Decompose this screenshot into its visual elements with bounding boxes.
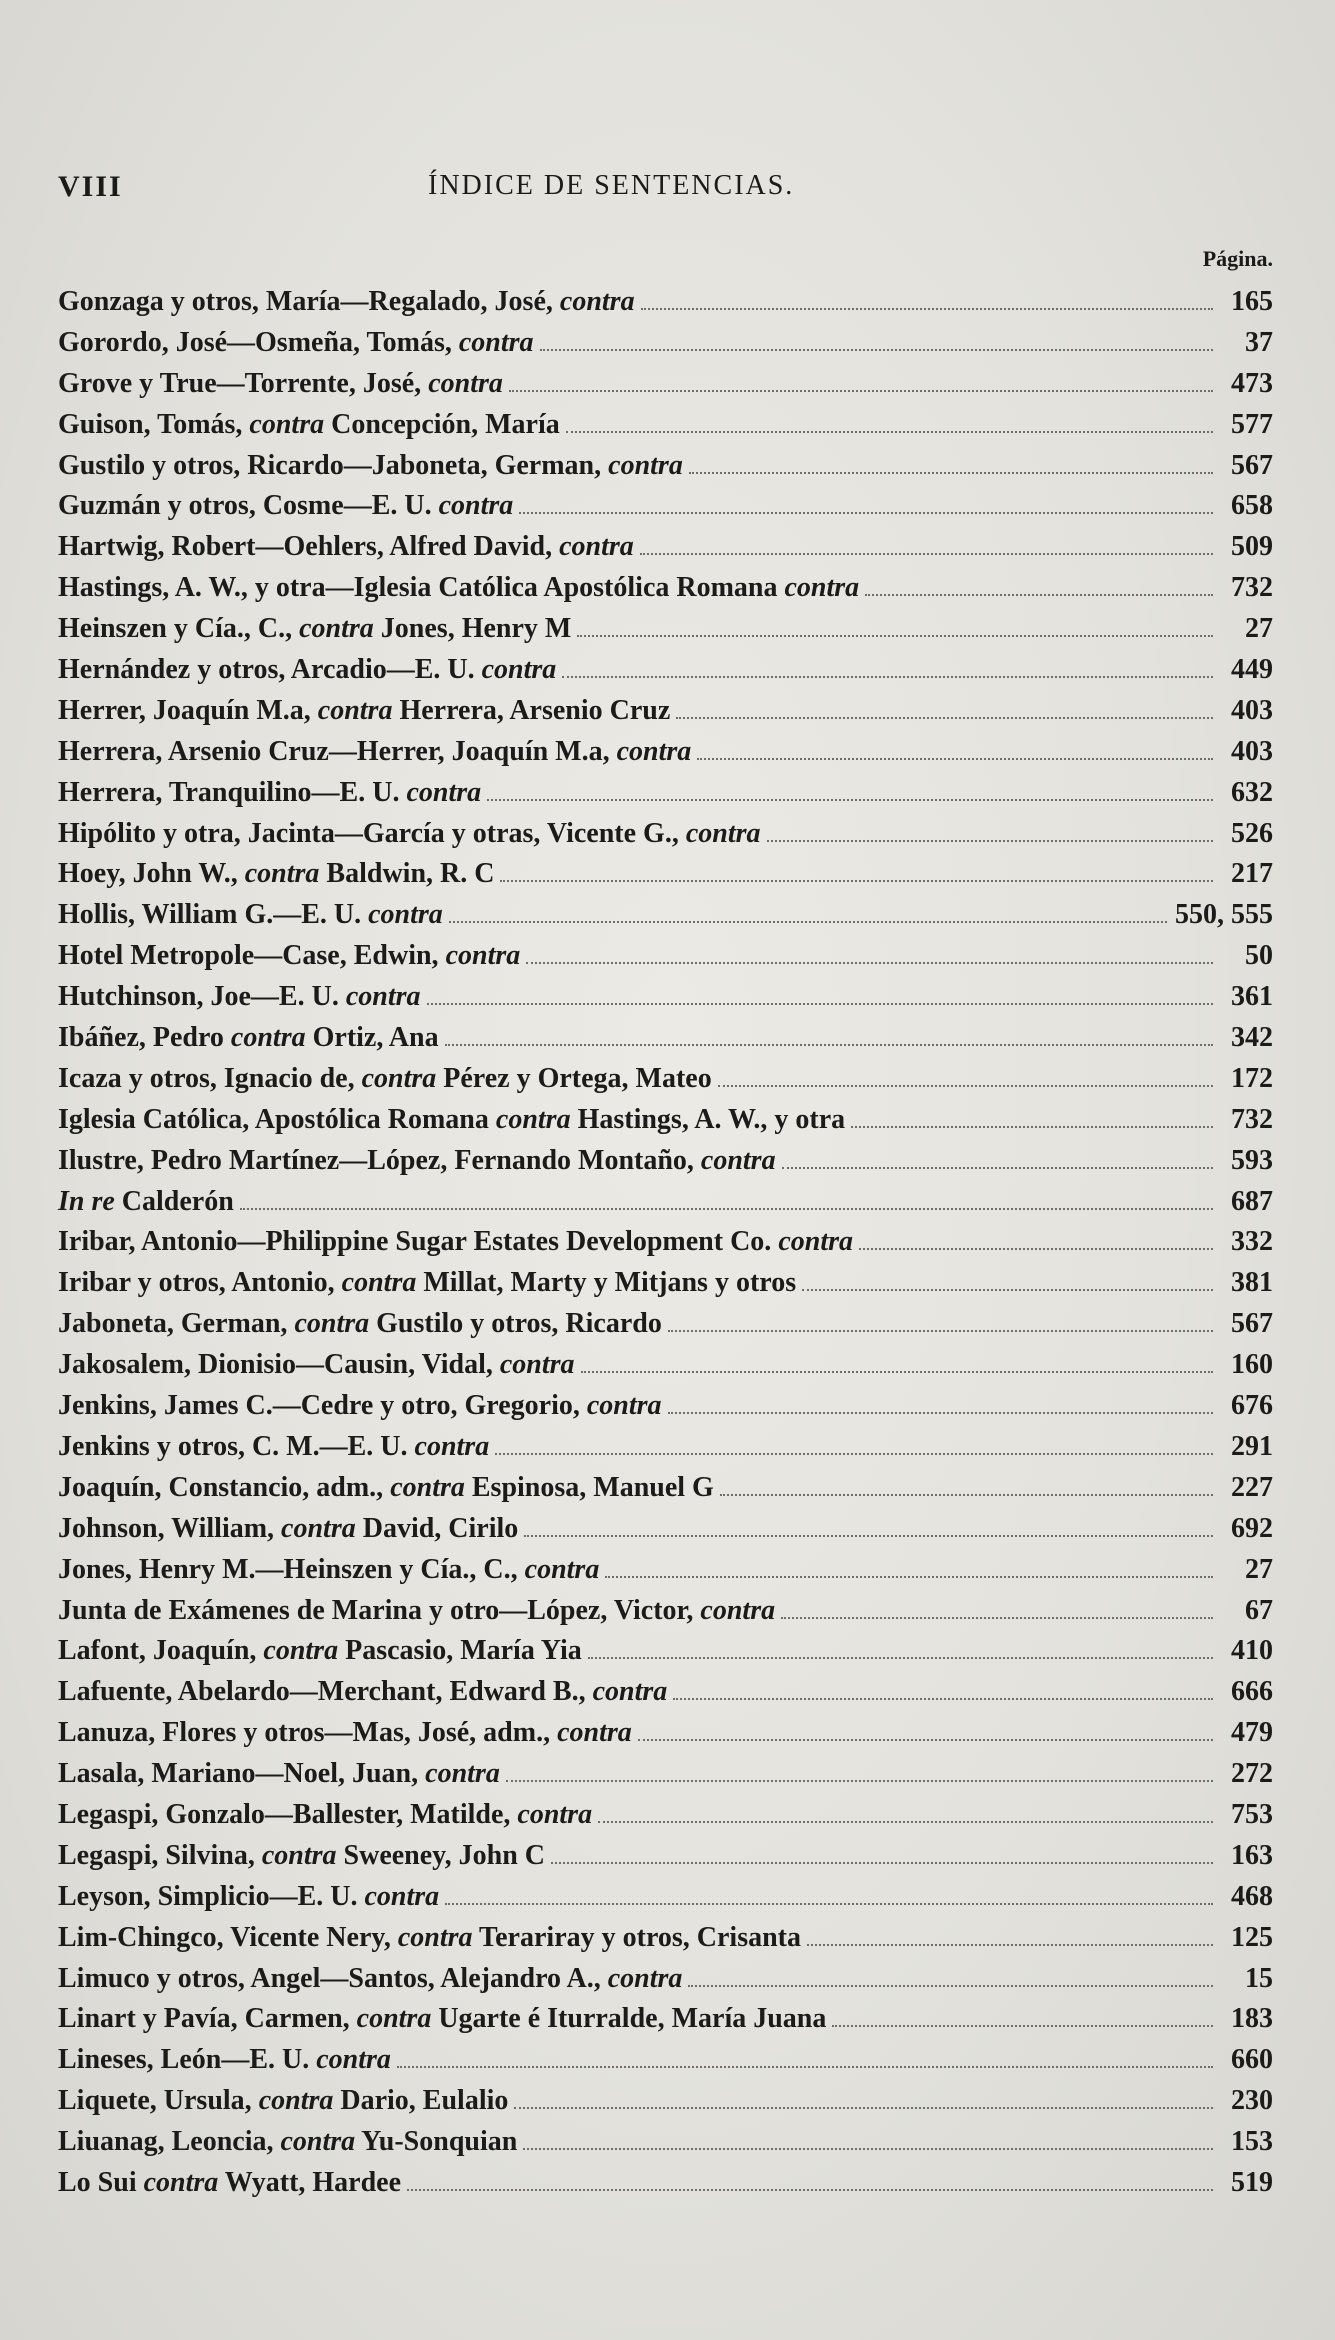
index-entry bbox=[58, 818, 1273, 859]
entry-name: Gonzaga y otros, María—Regalado, José, contra bbox=[58, 286, 635, 317]
page-header bbox=[58, 170, 1268, 210]
entry-name: Iribar y otros, Antonio, contra Millat, Marty y Mitjans y otros bbox=[58, 1267, 797, 1299]
index-entry bbox=[58, 1595, 1273, 1636]
index-entry bbox=[58, 1267, 1273, 1308]
entry-name: Linart y Pavía, Carmen, contra Ugarte é Iturralde, María Juana bbox=[58, 2003, 827, 2035]
entry-name: In re Calderón bbox=[58, 1185, 234, 1217]
index-entry bbox=[58, 1717, 1273, 1758]
entry-page: 381 bbox=[1231, 1267, 1273, 1299]
entry-name: Herrera, Arsenio Cruz—Herrer, Joaquín M.a, contra bbox=[58, 735, 692, 767]
entry-name: Hutchinson, Joe—E. U. contra bbox=[58, 981, 421, 1013]
index-entry bbox=[58, 1022, 1273, 1063]
entry-name: Lasala, Mariano—Noel, Juan, contra bbox=[58, 1758, 500, 1790]
entry-name: Grove y True—Torrente, José, contra bbox=[58, 367, 503, 399]
index-entry bbox=[58, 368, 1273, 409]
entry-page: 519 bbox=[1231, 2166, 1273, 2198]
entry-name: Ibáñez, Pedro contra Ortiz, Ana bbox=[58, 1022, 439, 1054]
dot-leader bbox=[551, 1862, 1213, 1864]
dot-leader bbox=[588, 1657, 1213, 1659]
dot-leader bbox=[506, 1780, 1213, 1782]
dot-leader bbox=[445, 1044, 1213, 1046]
entry-name: Joaquín, Constancio, adm., contra Espinosa, Manuel G bbox=[58, 1471, 714, 1503]
index-entry bbox=[58, 1676, 1273, 1717]
entries-list bbox=[58, 286, 1273, 2208]
entry-page: 632 bbox=[1231, 776, 1273, 808]
index-entry bbox=[58, 2085, 1273, 2126]
entry-page: 342 bbox=[1231, 1022, 1273, 1054]
dot-leader bbox=[668, 1412, 1213, 1414]
entry-page: 479 bbox=[1231, 1717, 1273, 1749]
page-column-label: Página. bbox=[1202, 246, 1273, 271]
index-entry bbox=[58, 899, 1273, 940]
dot-leader bbox=[562, 676, 1213, 678]
index-entry bbox=[58, 654, 1273, 695]
entry-name: Lafont, Joaquín, contra Pascasio, María Yia bbox=[58, 1635, 582, 1667]
index-entry bbox=[58, 1472, 1273, 1513]
index-entry bbox=[58, 1308, 1273, 1349]
entry-name: Lanuza, Flores y otros—Mas, José, adm., contra bbox=[58, 1717, 632, 1749]
entry-page: 183 bbox=[1231, 2003, 1273, 2035]
entry-page: 526 bbox=[1231, 817, 1273, 849]
dot-leader bbox=[407, 2189, 1213, 2191]
entry-page: 230 bbox=[1231, 2085, 1273, 2117]
entry-page: 687 bbox=[1231, 1185, 1273, 1217]
entry-page: 15 bbox=[1245, 1962, 1273, 1994]
dot-leader bbox=[668, 1330, 1213, 1332]
entry-name: Guison, Tomás, contra Concepción, María bbox=[58, 408, 560, 440]
index-entry bbox=[58, 1635, 1273, 1676]
entry-page: 163 bbox=[1231, 1839, 1273, 1871]
entry-name: Ilustre, Pedro Martínez—López, Fernando Montaño, contra bbox=[58, 1144, 776, 1176]
entry-name: Hoey, John W., contra Baldwin, R. C bbox=[58, 858, 495, 890]
index-entry bbox=[58, 981, 1273, 1022]
entry-name: Jones, Henry M.—Heinszen y Cía., C., contra bbox=[58, 1553, 600, 1585]
index-entry bbox=[58, 2126, 1273, 2167]
entry-name: Heinszen y Cía., C., contra Jones, Henry M bbox=[58, 613, 572, 645]
index-entry bbox=[58, 572, 1273, 613]
index-entry bbox=[58, 286, 1273, 327]
entry-name: Herrer, Joaquín M.a, contra Herrera, Arsenio Cruz bbox=[58, 694, 671, 726]
entry-name: Hernández y otros, Arcadio—E. U. contra bbox=[58, 654, 557, 686]
entry-name: Hotel Metropole—Case, Edwin, contra bbox=[58, 940, 521, 972]
index-entry bbox=[58, 1349, 1273, 1390]
entry-name: Lim-Chingco, Vicente Nery, contra Terariray y otros, Crisanta bbox=[58, 1921, 801, 1953]
entry-name: Hollis, William G.—E. U. contra bbox=[58, 899, 443, 931]
dot-leader bbox=[540, 349, 1213, 351]
entry-name: Jenkins, James C.—Cedre y otro, Gregorio, contra bbox=[58, 1390, 662, 1422]
entry-page: 50 bbox=[1245, 940, 1273, 972]
entry-page: 473 bbox=[1231, 367, 1273, 399]
index-entry bbox=[58, 531, 1273, 572]
entry-page: 658 bbox=[1231, 490, 1273, 522]
page-number: VIII bbox=[58, 170, 123, 203]
entry-name: Iribar, Antonio—Philippine Sugar Estates Development Co. contra bbox=[58, 1226, 853, 1258]
dot-leader bbox=[509, 390, 1213, 392]
dot-leader bbox=[581, 1371, 1213, 1373]
dot-leader bbox=[781, 1617, 1213, 1619]
index-entry bbox=[58, 409, 1273, 450]
dot-leader bbox=[577, 635, 1213, 637]
dot-leader bbox=[523, 2148, 1213, 2150]
entry-page: 153 bbox=[1231, 2126, 1273, 2158]
dot-leader bbox=[519, 512, 1213, 514]
entry-page: 567 bbox=[1231, 1308, 1273, 1340]
entry-page: 403 bbox=[1231, 735, 1273, 767]
dot-leader bbox=[524, 1535, 1213, 1537]
entry-page: 27 bbox=[1245, 1553, 1273, 1585]
dot-leader bbox=[859, 1248, 1213, 1250]
dot-leader bbox=[449, 921, 1167, 923]
entry-page: 732 bbox=[1231, 572, 1273, 604]
entry-name: Jaboneta, German, contra Gustilo y otros, Ricardo bbox=[58, 1308, 662, 1340]
entry-name: Limuco y otros, Angel—Santos, Alejandro A., contra bbox=[58, 1962, 683, 1994]
dot-leader bbox=[487, 799, 1213, 801]
entry-page: 332 bbox=[1231, 1226, 1273, 1258]
entry-page: 410 bbox=[1231, 1635, 1273, 1667]
index-entry bbox=[58, 1145, 1273, 1186]
entry-name: Lafuente, Abelardo—Merchant, Edward B., contra bbox=[58, 1676, 668, 1708]
entry-name: Jenkins y otros, C. M.—E. U. contra bbox=[58, 1430, 490, 1462]
entry-name: Jakosalem, Dionisio—Causin, Vidal, contra bbox=[58, 1349, 575, 1381]
index-entry bbox=[58, 695, 1273, 736]
index-entry bbox=[58, 1226, 1273, 1267]
index-entry bbox=[58, 2044, 1273, 2085]
dot-leader bbox=[767, 840, 1213, 842]
entry-page: 27 bbox=[1245, 613, 1273, 645]
entry-page: 666 bbox=[1231, 1676, 1273, 1708]
index-entry bbox=[58, 858, 1273, 899]
dot-leader bbox=[782, 1167, 1213, 1169]
entry-name: Hartwig, Robert—Oehlers, Alfred David, contra bbox=[58, 531, 634, 563]
entry-page: 509 bbox=[1231, 531, 1273, 563]
entry-page: 67 bbox=[1245, 1594, 1273, 1626]
index-entry bbox=[58, 1186, 1273, 1227]
dot-leader bbox=[640, 553, 1213, 555]
index-entry bbox=[58, 777, 1273, 818]
entry-name: Johnson, William, contra David, Cirilo bbox=[58, 1512, 519, 1544]
entry-page: 449 bbox=[1231, 654, 1273, 686]
entry-page: 676 bbox=[1231, 1390, 1273, 1422]
dot-leader bbox=[673, 1698, 1213, 1700]
entry-page: 732 bbox=[1231, 1103, 1273, 1135]
entry-page: 567 bbox=[1231, 449, 1273, 481]
entry-name: Liquete, Ursula, contra Dario, Eulalio bbox=[58, 2085, 509, 2117]
index-entry bbox=[58, 1922, 1273, 1963]
entry-name: Lineses, León—E. U. contra bbox=[58, 2044, 391, 2076]
dot-leader bbox=[526, 962, 1213, 964]
index-entry bbox=[58, 1963, 1273, 2004]
dot-leader bbox=[605, 1576, 1213, 1578]
index-entry bbox=[58, 1390, 1273, 1431]
dot-leader bbox=[514, 2107, 1213, 2109]
dot-leader bbox=[851, 1126, 1213, 1128]
index-entry bbox=[58, 1840, 1273, 1881]
index-entry bbox=[58, 1758, 1273, 1799]
dot-leader bbox=[641, 308, 1213, 310]
entry-name: Iglesia Católica, Apostólica Romana contra Hastings, A. W., y otra bbox=[58, 1103, 846, 1135]
index-entry bbox=[58, 1513, 1273, 1554]
entry-name: Hipólito y otra, Jacinta—García y otras, Vicente G., contra bbox=[58, 817, 761, 849]
dot-leader bbox=[676, 717, 1213, 719]
running-title: ÍNDICE DE SENTENCIAS. bbox=[428, 170, 795, 201]
entry-name: Herrera, Tranquilino—E. U. contra bbox=[58, 776, 482, 808]
entry-name: Liuanag, Leoncia, contra Yu-Sonquian bbox=[58, 2126, 518, 2158]
entry-page: 660 bbox=[1231, 2044, 1273, 2076]
entry-page: 361 bbox=[1231, 981, 1273, 1013]
dot-leader bbox=[832, 2025, 1213, 2027]
dot-leader bbox=[865, 594, 1213, 596]
entry-page: 217 bbox=[1231, 858, 1273, 890]
index-entry bbox=[58, 2003, 1273, 2044]
entry-name: Gustilo y otros, Ricardo—Jaboneta, German, contra bbox=[58, 449, 683, 481]
entry-page: 577 bbox=[1231, 408, 1273, 440]
entry-name: Icaza y otros, Ignacio de, contra Pérez y Ortega, Mateo bbox=[58, 1062, 712, 1094]
dot-leader bbox=[500, 880, 1213, 882]
dot-leader bbox=[689, 472, 1213, 474]
dot-leader bbox=[495, 1453, 1213, 1455]
entry-page: 753 bbox=[1231, 1798, 1273, 1830]
index-entry bbox=[58, 450, 1273, 491]
dot-leader bbox=[598, 1821, 1213, 1823]
entry-page: 291 bbox=[1231, 1430, 1273, 1462]
dot-leader bbox=[697, 758, 1213, 760]
entry-name: Legaspi, Silvina, contra Sweeney, John C bbox=[58, 1839, 545, 1871]
index-entry bbox=[58, 2167, 1273, 2208]
entry-name: Junta de Exámenes de Marina y otro—López, Victor, contra bbox=[58, 1594, 776, 1626]
entry-page: 172 bbox=[1231, 1062, 1273, 1094]
index-entry bbox=[58, 490, 1273, 531]
entry-page: 403 bbox=[1231, 694, 1273, 726]
dot-leader bbox=[427, 1003, 1213, 1005]
index-entry bbox=[58, 1431, 1273, 1472]
index-entry bbox=[58, 940, 1273, 981]
entry-name: Lo Sui contra Wyatt, Hardee bbox=[58, 2166, 402, 2198]
entry-name: Hastings, A. W., y otra—Iglesia Católica Apostólica Romana contra bbox=[58, 572, 860, 604]
index-entry bbox=[58, 1063, 1273, 1104]
entry-page: 37 bbox=[1245, 326, 1273, 358]
index-entry bbox=[58, 327, 1273, 368]
entry-name: Leyson, Simplicio—E. U. contra bbox=[58, 1880, 440, 1912]
index-entry bbox=[58, 613, 1273, 654]
dot-leader bbox=[397, 2066, 1213, 2068]
entry-page: 593 bbox=[1231, 1144, 1273, 1176]
entry-name: Guzmán y otros, Cosme—E. U. contra bbox=[58, 490, 514, 522]
entry-page: 692 bbox=[1231, 1512, 1273, 1544]
index-entry bbox=[58, 1554, 1273, 1595]
dot-leader bbox=[566, 431, 1213, 433]
dot-leader bbox=[638, 1739, 1213, 1741]
entry-page: 160 bbox=[1231, 1349, 1273, 1381]
dot-leader bbox=[445, 1903, 1213, 1905]
dot-leader bbox=[688, 1985, 1213, 1987]
index-entry bbox=[58, 736, 1273, 777]
entry-page: 272 bbox=[1231, 1758, 1273, 1790]
dot-leader bbox=[720, 1494, 1213, 1496]
entry-page: 227 bbox=[1231, 1471, 1273, 1503]
dot-leader bbox=[718, 1085, 1213, 1087]
entry-name: Legaspi, Gonzalo—Ballester, Matilde, contra bbox=[58, 1798, 593, 1830]
entry-page: 165 bbox=[1231, 286, 1273, 317]
entry-page: 125 bbox=[1231, 1921, 1273, 1953]
entry-name: Gorordo, José—Osmeña, Tomás, contra bbox=[58, 326, 534, 358]
entry-page: 550, 555 bbox=[1175, 899, 1273, 931]
dot-leader bbox=[240, 1208, 1213, 1210]
entry-page: 468 bbox=[1231, 1880, 1273, 1912]
dot-leader bbox=[802, 1289, 1213, 1291]
index-entry bbox=[58, 1104, 1273, 1145]
index-entry bbox=[58, 1881, 1273, 1922]
dot-leader bbox=[807, 1944, 1213, 1946]
index-entry bbox=[58, 1799, 1273, 1840]
